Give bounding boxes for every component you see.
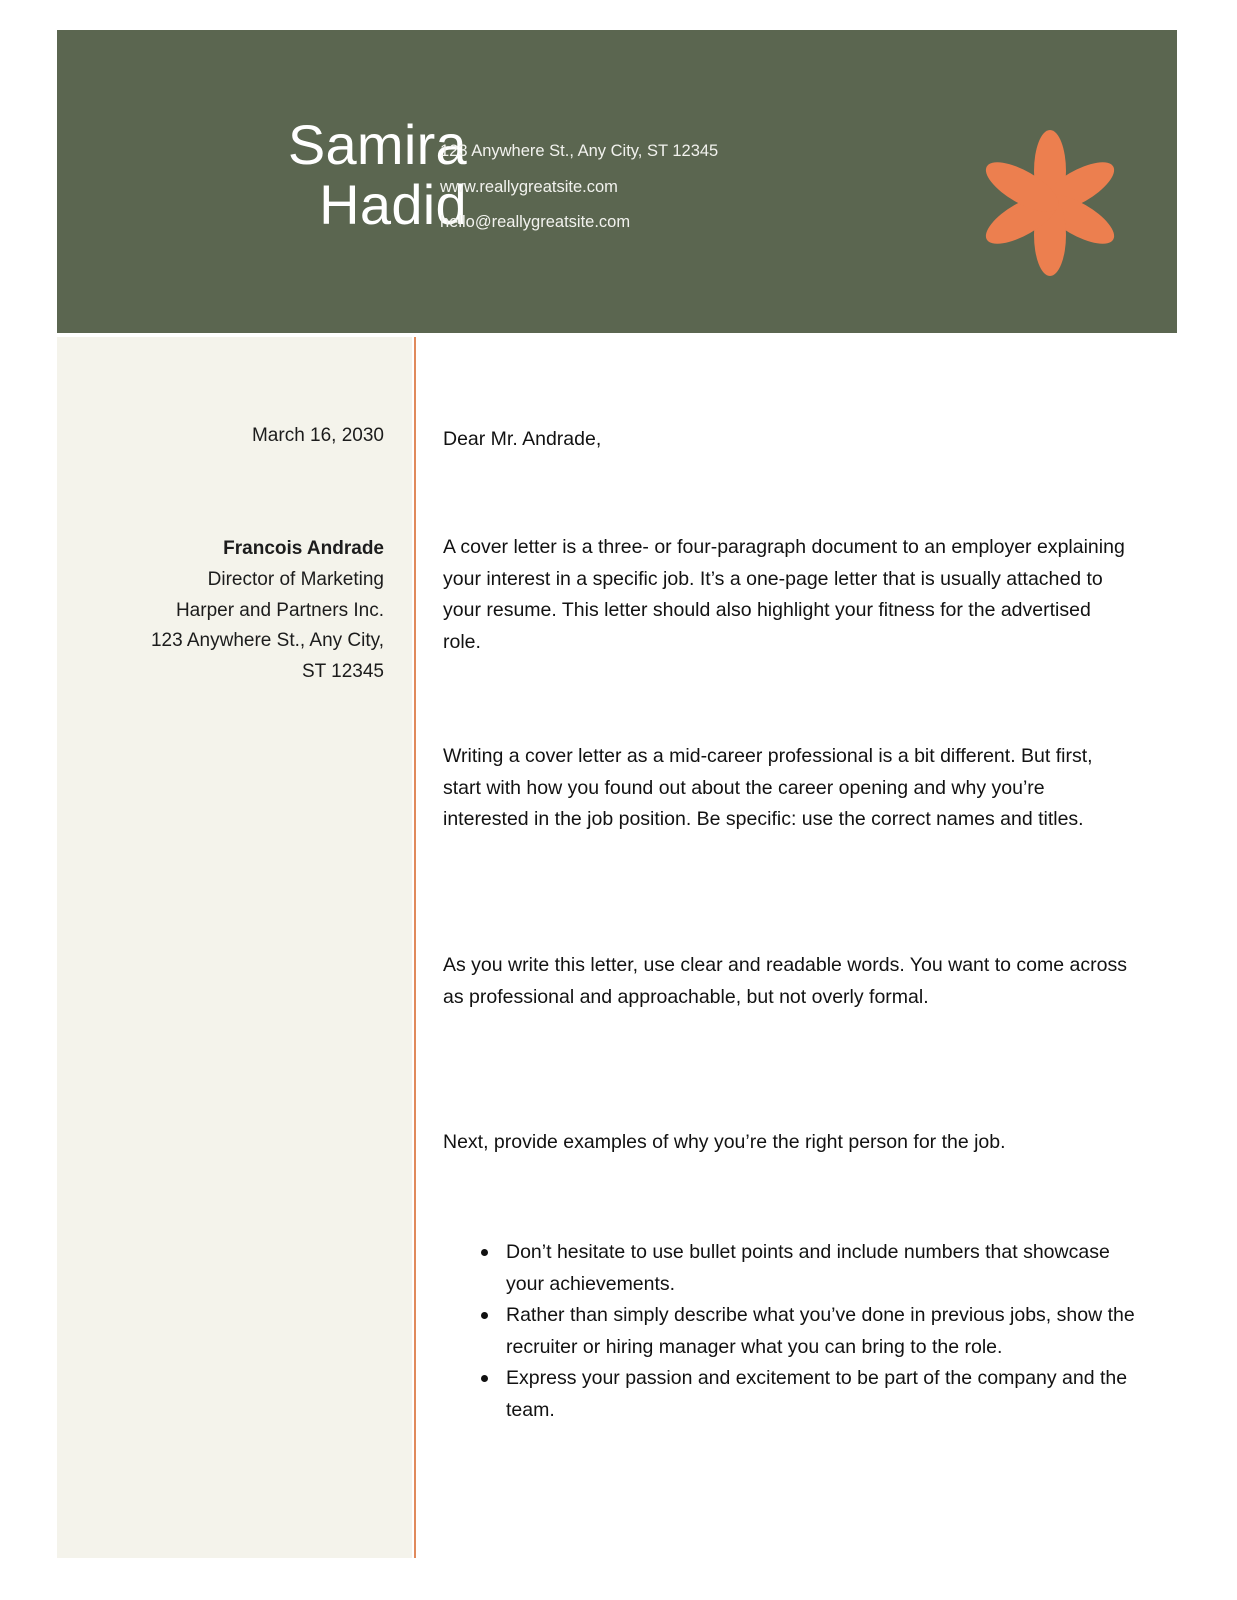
list-item: Don’t hesitate to use bullet points and include numbers that showcase your achievements. bbox=[461, 1237, 1136, 1300]
recipient-address-line-2: ST 12345 bbox=[301, 661, 384, 683]
list-item: Rather than simply describe what you’ve done in previous jobs, show the recruiter or hiring manager what you can bring to the role. bbox=[461, 1300, 1136, 1363]
letter-header bbox=[57, 30, 1177, 333]
sender-address: 123 Anywhere St., Any City, ST 12345 bbox=[440, 142, 719, 160]
letter-paragraph: Writing a cover letter as a mid-career professional is a bit different. But first, start with how you found out about the career opening and why you’re interested in the job position. Be specific: use the correct names and titles. bbox=[443, 745, 1093, 831]
recipient-company: Harper and Partners Inc. bbox=[175, 599, 384, 621]
letter-salutation: Dear Mr. Andrade, bbox=[443, 428, 602, 450]
recipient-title: Director of Marketing bbox=[207, 568, 384, 590]
flower-icon bbox=[975, 128, 1125, 278]
letter-paragraph: A cover letter is a three- or four-paragraph document to an employer explaining your interest in a specific job. It’s a one-page letter that is usually attached to your resume. This letter should also highlight your fitness for the advertised role. bbox=[443, 536, 1125, 653]
sender-last-name: Hadid bbox=[319, 173, 467, 237]
list-item: Express your passion and excitement to be part of the company and the team. bbox=[461, 1363, 1136, 1426]
letter-bullet-list bbox=[461, 1237, 1136, 1426]
letter-sidebar bbox=[57, 337, 412, 1558]
recipient-name: Francois Andrade bbox=[223, 538, 384, 559]
sender-email[interactable]: hello@reallygreatsite.com bbox=[440, 213, 631, 231]
letter-date: March 16, 2030 bbox=[251, 425, 384, 446]
letter-paragraph: As you write this letter, use clear and readable words. You want to come across as professional and approachable, but not overly formal. bbox=[443, 954, 1127, 1008]
sender-first-name: Samira bbox=[287, 113, 467, 176]
recipient-address-line-1: 123 Anywhere St., Any City, bbox=[150, 630, 384, 652]
letter-paragraph: Next, provide examples of why you’re the right person for the job. bbox=[443, 1131, 1006, 1153]
sender-name bbox=[137, 115, 467, 236]
recipient-block bbox=[77, 534, 384, 688]
sender-contact-details bbox=[440, 143, 718, 231]
sender-website[interactable]: www.reallygreatsite.com bbox=[440, 177, 618, 196]
vertical-divider bbox=[414, 337, 416, 1558]
